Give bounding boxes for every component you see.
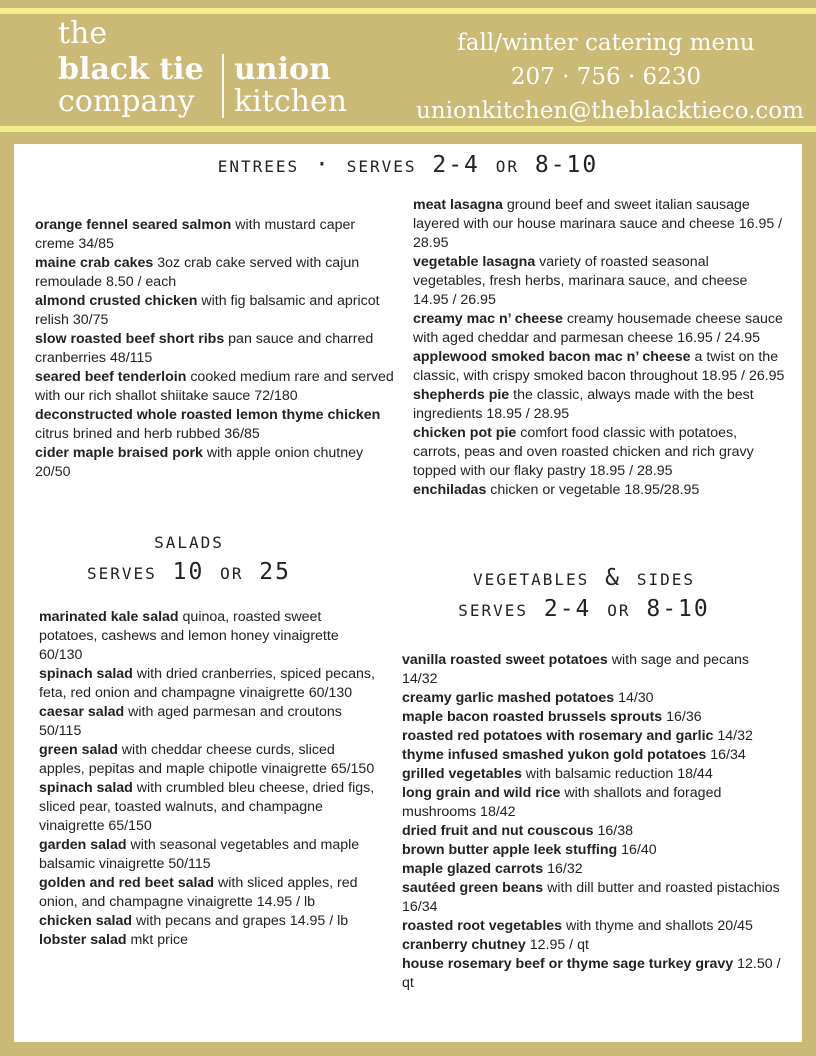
menu-item [35,330,395,368]
menu-item [402,784,787,822]
menu-item [39,912,379,931]
menu-item-name: roasted root vegetables [402,918,563,934]
menu-item [35,444,395,482]
brand-line-the: the [58,16,108,51]
brand-black-tie: black tie [58,52,204,87]
menu-item-description: with seasonal vegetables and maple balsamic vinaigrette 50/115 [39,837,360,872]
menu-item-description: with crumbled bleu cheese, dried figs, sliced pear, toasted walnuts, and champagne vinaigrette 65/150 [39,780,375,834]
menu-item-name: seared beef tenderloin [35,369,187,385]
menu-item-description: 16/40 [617,842,657,858]
menu-item-name: creamy mac n’ cheese [413,311,563,327]
menu-item [39,931,379,950]
menu-item [35,216,395,254]
menu-item [39,665,379,703]
menu-item-description: 16/32 [543,861,583,877]
brand-union: union [234,52,331,87]
menu-item-description: 14/32 [713,728,753,744]
menu-item-description: with cheddar cheese curds, sliced apples, pepitas and maple chipotle vinaigrette 65/150 [39,742,375,777]
menu-item-name: grilled vegetables [402,766,522,782]
menu-item [402,955,787,993]
menu-item [413,253,785,310]
menu-item-description: 12.95 / qt [525,937,589,953]
menu-item [413,348,785,386]
menu-item [402,746,787,765]
menu-item [402,651,787,689]
menu-item-description: 16/34 [706,747,746,763]
menu-item [39,703,379,741]
menu-item-name: thyme infused smashed yukon gold potatoes [402,747,707,763]
menu-item [402,841,787,860]
menu-item-name: dried fruit and nut couscous [402,823,594,839]
menu-item-name: slow roasted beef short ribs [35,331,225,347]
menu-item-description: 16/36 [662,709,702,725]
menu-item [413,196,785,253]
phone-number: 207 · 756 · 6230 [510,64,702,90]
menu-item-name: marinated kale salad [39,609,179,625]
menu-item-name: vegetable lasagna [413,254,536,270]
menu-item-description: 12.50 / qt [402,956,781,991]
menu-item-description: a twist on the classic, with crispy smoked bacon throughout 18.95 / 26.95 [413,349,785,384]
menu-item [402,822,787,841]
menu-item-description: with shallots and foraged mushrooms 18/42 [402,785,722,820]
menu-item-name: maine crab cakes [35,255,154,271]
menu-item-name: house rosemary beef or thyme sage turkey gravy [402,956,734,972]
menu-item-description: with thyme and shallots 20/45 [562,918,753,934]
menu-item [39,741,379,779]
menu-item-name: cider maple braised pork [35,445,203,461]
menu-item-name: spinach salad [39,780,133,796]
menu-item-name: applewood smoked bacon mac n’ cheese [413,349,691,365]
menu-item-name: enchiladas [413,482,487,498]
menu-item [402,727,787,746]
menu-item-description: with dried cranberries, spiced pecans, feta, red onion and champagne vinaigrette 60/130 [39,666,375,701]
menu-item-name: maple bacon roasted brussels sprouts [402,709,663,725]
menu-item-name: cranberry chutney [402,937,526,953]
email-address: unionkitchen@theblacktieco.com [416,98,804,124]
brand-company: company [58,84,195,119]
menu-item-description: variety of roasted seasonal vegetables, fresh herbs, marinara sauce, and cheese 14.95 / 26.95 [413,254,748,308]
top-accent-stripe [0,8,816,14]
menu-item-description: citrus brined and herb rubbed 36/85 [35,426,260,442]
menu-item-name: maple glazed carrots [402,861,544,877]
menu-item-name: creamy garlic mashed potatoes [402,690,615,706]
menu-item-name: green salad [39,742,118,758]
menu-item [39,836,379,874]
menu-item [35,292,395,330]
menu-item-name: brown butter apple leek stuffing [402,842,618,858]
menu-item-name: golden and red beet salad [39,875,215,891]
menu-item-description: the classic, always made with the best ingredients 18.95 / 28.95 [413,387,754,422]
entrees-header: entrees · serves 2-4 or 8-10 [217,152,599,178]
menu-item-name: chicken salad [39,913,133,929]
menu-item-name: vanilla roasted sweet potatoes [402,652,608,668]
menu-item [413,310,785,348]
menu-item [402,860,787,879]
menu-item-description: with sage and pecans 14/32 [402,652,749,687]
salads-header [74,526,304,588]
menu-item-description: with aged parmesan and croutons 50/115 [39,704,342,739]
menu-item-description: 16/38 [593,823,633,839]
menu-item-description: chicken or vegetable 18.95/28.95 [486,482,700,498]
menu-item [35,368,395,406]
entrees-left-column [35,216,395,482]
menu-title: fall/winter catering menu [457,30,755,56]
sides-header-title: vegetables & sides [472,565,696,591]
menu-item [413,386,785,424]
entrees-right-column [413,196,785,500]
menu-item-description: pan sauce and charred cranberries 48/115 [35,331,374,366]
menu-item-description: 14/30 [614,690,654,706]
menu-item [35,406,395,444]
menu-item-description: with apple onion chutney 20/50 [35,445,364,480]
menu-item [402,917,787,936]
menu-item [413,424,785,481]
menu-item [402,936,787,955]
menu-item-name: deconstructed whole roasted lemon thyme chicken [35,407,381,423]
menu-item-name: shepherds pie [413,387,510,403]
sides-header [434,563,734,625]
menu-item [402,879,787,917]
menu-item-description: with fig balsamic and apricot relish 30/75 [35,293,380,328]
menu-item-description: with pecans and grapes 14.95 / lb [132,913,349,929]
menu-item-description: mkt price [126,932,189,948]
menu-item-description: with sliced apples, red onion, and champagne vinaigrette 14.95 / lb [39,875,358,910]
menu-item [402,689,787,708]
salads-header-title: salads [154,528,224,554]
menu-item [39,608,379,665]
menu-item-description: 3oz crab cake served with cajun remoulade 8.50 / each [35,255,360,290]
menu-item-name: long grain and wild rice [402,785,561,801]
menu-item-description: ground beef and sweet italian sausage layered with our house marinara sauce and cheese 16.95 / 28.95 [413,197,783,251]
menu-item-name: garden salad [39,837,127,853]
menu-item [39,874,379,912]
menu-item [402,708,787,727]
menu-item-name: almond crusted chicken [35,293,198,309]
menu-item-name: meat lasagna [413,197,503,213]
menu-item-name: lobster salad [39,932,127,948]
menu-item [35,254,395,292]
menu-item-description: cooked medium rare and served with our rich shallot shiitake sauce 72/180 [35,369,394,404]
menu-item-description: quinoa, roasted sweet potatoes, cashews and lemon honey vinaigrette 60/130 [39,609,339,663]
menu-item-name: sautéed green beans [402,880,544,896]
menu-item [413,481,785,500]
menu-item [39,779,379,836]
menu-item-description: with dill butter and roasted pistachios 16/34 [402,880,780,915]
menu-item-description: with balsamic reduction 18/44 [521,766,713,782]
menu-item-name: caesar salad [39,704,125,720]
menu-item-description: comfort food classic with potatoes, carrots, peas and oven roasted chicken and rich gravy topped with our flaky pastry 18.95 / 28.95 [413,425,754,479]
menu-item-description: creamy housemade cheese sauce with aged cheddar and parmesan cheese 16.95 / 24.95 [413,311,783,346]
menu-item [402,765,787,784]
menu-item-name: spinach salad [39,666,133,682]
menu-item-description: with mustard caper creme 34/85 [35,217,356,252]
sides-column [402,651,787,993]
menu-item-name: roasted red potatoes with rosemary and garlic [402,728,714,744]
sides-header-serves: serves 2-4 or 8-10 [458,596,710,622]
salads-column [39,608,379,950]
menu-item-name: orange fennel seared salmon [35,217,232,233]
brand-kitchen: kitchen [234,84,348,119]
menu-item-name: chicken pot pie [413,425,517,441]
brand-divider [222,54,224,118]
contact-block [416,26,804,128]
salads-header-serves: serves 10 or 25 [87,559,291,585]
menu-panel [14,144,802,1042]
